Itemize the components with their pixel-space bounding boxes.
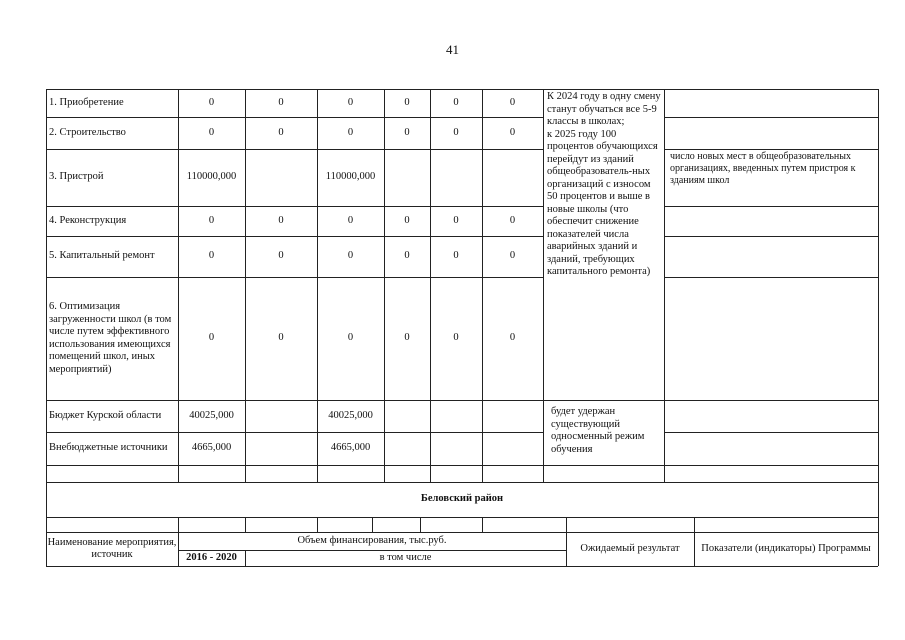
column-rule (46, 517, 47, 532)
funding-value: 40025,000 (328, 409, 373, 421)
column-rule (694, 517, 695, 532)
funding-value (430, 149, 482, 206)
expected-result-text: К 2024 году в одну смену станут обучаться все 5-9 классы в школах; к 2025 году 100 процентов обучающихся перейдут из зданий общеобразователь-ных организаций с износом 50 процентов и выше в новые школы (что обеспечит снижение показателей числа аварийных зданий и зданий, требующих капитального ремонта) (547, 91, 661, 277)
funding-value: 0 (347, 332, 354, 344)
row-rule (664, 117, 878, 118)
funding-value: 0 (278, 332, 284, 344)
column-rule (317, 517, 318, 532)
funding-value: 0 (347, 214, 354, 226)
column-rule (372, 517, 373, 532)
district-title: Беловский район (420, 493, 504, 505)
funding-value (430, 400, 482, 432)
funding-value: 0 (404, 126, 410, 138)
funding-value: 0 (208, 126, 215, 138)
column-rule (178, 517, 179, 532)
funding-value: 0 (347, 126, 354, 138)
district-rule (46, 517, 878, 518)
header-indicators: Показатели (индикаторы) Программы (701, 542, 871, 554)
funding-value: 0 (509, 332, 516, 344)
funding-value: 0 (453, 126, 459, 138)
funding-value (384, 432, 430, 465)
result-rule (543, 400, 664, 401)
expected-result-text: будет удержан существующий односменный режим обучения (551, 406, 645, 455)
funding-value: 0 (509, 250, 516, 262)
row-label: 2. Строительство (49, 126, 126, 138)
funding-value: 0 (208, 332, 215, 344)
funding-value: 0 (453, 250, 459, 262)
header-period: 2016 - 2020 (186, 551, 237, 563)
funding-value: 0 (404, 214, 410, 226)
row-label: Бюджет Курской области (49, 409, 162, 421)
funding-value (245, 400, 317, 432)
row-label: 4. Реконструкция (49, 214, 127, 226)
funding-value: 0 (404, 332, 410, 344)
header-funding: Объем финансирования, тыс.руб. (297, 534, 447, 546)
funding-value: 0 (509, 96, 516, 108)
funding-value: 0 (278, 250, 284, 262)
funding-value: 0 (208, 96, 215, 108)
funding-value: 0 (208, 214, 215, 226)
funding-value: 0 (453, 332, 459, 344)
funding-value: 0 (347, 96, 354, 108)
row-label: 3. Пристрой (49, 171, 104, 183)
funding-value (245, 149, 317, 206)
column-rule (566, 517, 567, 532)
page-number: 41 (446, 42, 459, 57)
funding-value: 0 (453, 214, 459, 226)
row-rule (664, 206, 878, 207)
funding-value (384, 400, 430, 432)
column-rule (664, 89, 665, 482)
row-label: 5. Капитальный ремонт (49, 250, 155, 262)
funding-value (482, 432, 543, 465)
table-bottom-border (46, 566, 878, 567)
header-including: в том числе (379, 551, 432, 563)
funding-value: 0 (404, 250, 410, 262)
row-label: Внебюджетные источники (49, 442, 168, 454)
column-rule (420, 517, 421, 532)
funding-value (245, 432, 317, 465)
header-expected-result: Ожидаемый результат (580, 542, 680, 554)
column-rule (878, 517, 879, 532)
row-label: 1. Приобретение (49, 96, 124, 108)
funding-value: 4665,000 (330, 442, 371, 454)
funding-value: 110000,000 (325, 171, 376, 183)
header-rule (878, 532, 879, 566)
funding-value: 0 (208, 250, 215, 262)
row-rule (664, 432, 878, 433)
column-rule (245, 517, 246, 532)
column-rule (878, 89, 879, 482)
funding-value: 4665,000 (191, 442, 232, 454)
column-rule (482, 517, 483, 532)
funding-value (384, 149, 430, 206)
funding-value: 0 (278, 96, 284, 108)
funding-value: 0 (347, 250, 354, 262)
district-border (878, 482, 879, 517)
funding-value: 0 (453, 96, 459, 108)
row-rule (664, 277, 878, 278)
funding-value: 0 (278, 126, 284, 138)
funding-value (430, 432, 482, 465)
indicator-text: число новых мест в общеобразовательных организациях, введенных путем пристроя к зданиям школ (670, 151, 856, 186)
funding-value: 0 (404, 96, 410, 108)
row-label: 6. Оптимизация загруженности школ (в том числе путем эффективного использования имеющихся помещений школ, иных мероприятий) (49, 301, 172, 375)
funding-value: 0 (278, 214, 284, 226)
row-rule (46, 465, 543, 466)
row-rule (664, 400, 878, 401)
funding-value: 110000,000 (186, 171, 237, 183)
row-rule (664, 465, 878, 466)
funding-value: 40025,000 (189, 409, 234, 421)
funding-value (482, 400, 543, 432)
funding-value: 0 (509, 126, 516, 138)
funding-value: 0 (509, 214, 516, 226)
funding-value (482, 149, 543, 206)
header-name: Наименование мероприятия, источник (47, 536, 177, 560)
row-rule (664, 236, 878, 237)
